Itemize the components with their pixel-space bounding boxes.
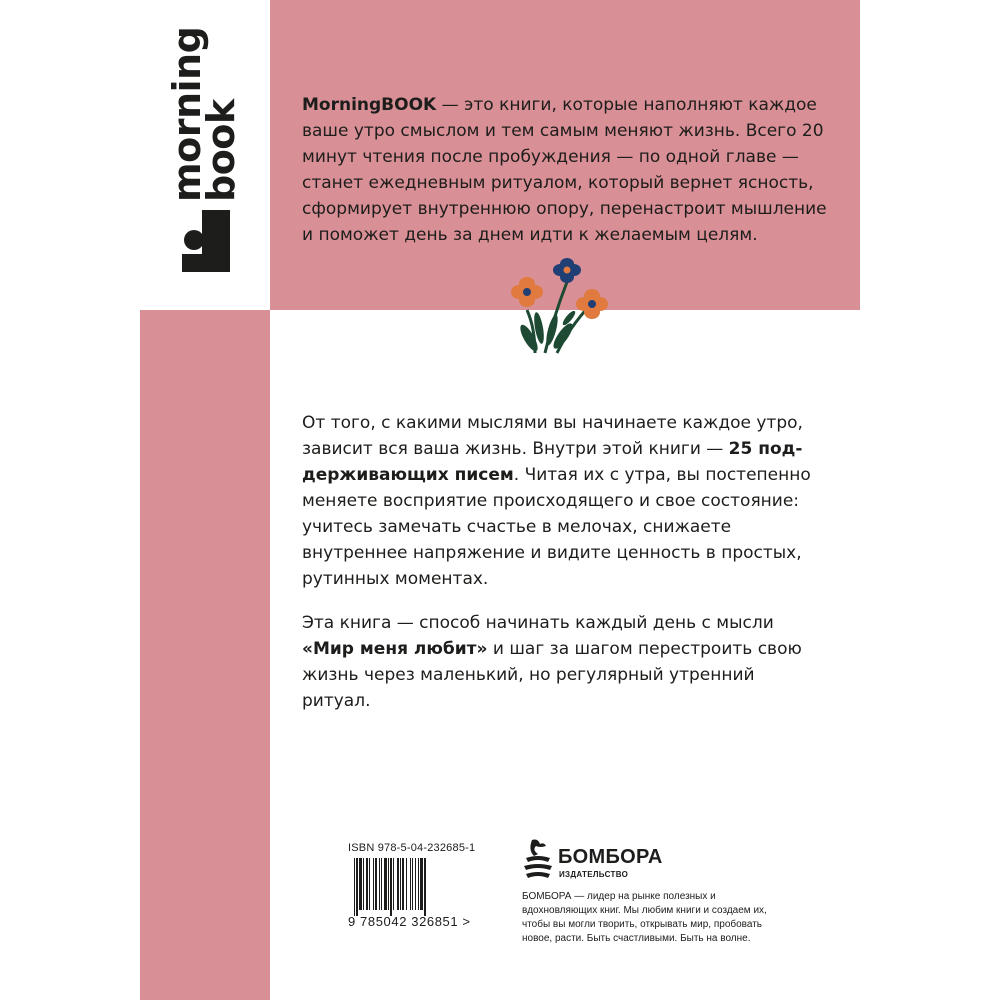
p2-text-a: Эта книга — способ начинать каждый день с мысли	[302, 613, 774, 633]
isbn-label: ISBN 978-5-04-232685-1	[348, 842, 476, 854]
bombora-logo-icon	[522, 838, 554, 882]
p1-text-a: От того, с какими мыслями вы начинаете каждое утро, зависит вся ваша жизнь. Внутри этой книги —	[302, 413, 803, 459]
logo-word-book: book	[199, 99, 243, 202]
p2-text-b: и шаг за шагом перестроить свою жизнь через маленький, но регулярный утренний ритуал.	[302, 639, 802, 711]
publisher-name: БОМБОРА	[558, 846, 663, 868]
publisher-description: БОМБОРА — лидер на рынке полезных и вдохновляющих книг. Мы любим книги и создаем их, чтобы вы могли творить, открывать мир, пробовать новое, расти. Быть счастливыми. Быть на волне.	[522, 891, 767, 944]
intro-brand: MorningBOOK	[302, 95, 437, 115]
p1-text-b: . Читая их с утра, вы постепенно меняете восприятие происходящего и свое состояние: учитесь замечать счастье в мелочах, снижаете внутреннее напряжение и видите ценность в простых, рутинных моментах.	[302, 465, 811, 589]
flowers-icon	[505, 258, 620, 358]
morningbook-logo	[165, 26, 243, 280]
publisher-subtitle: ИЗДАТЕЛЬСТВО	[559, 870, 629, 879]
p2-bold: «Мир меня любит»	[302, 639, 488, 659]
body-paragraph-2	[302, 610, 822, 714]
intro-text	[302, 92, 842, 248]
barcode-digits: 9 785042 326851 >	[348, 914, 471, 929]
body-paragraph-1	[302, 410, 822, 592]
p1-bold: 25 поддерживающих писем	[302, 439, 803, 485]
logo-wordmark	[165, 26, 243, 202]
intro-body: — это книги, которые наполняют каждое ваше утро смыслом и тем самым меняют жизнь. Всего 20 минут чтения после пробуждения — по одной главе — станет ежедневным ритуалом, который вернет ясность, сформирует внутреннюю опору, перенастроит мышление и поможет день за днем идти к желаемым целям.	[302, 95, 827, 245]
barcode-icon	[348, 858, 483, 916]
isbn-barcode-block	[348, 842, 483, 929]
pink-band-left	[140, 310, 270, 1000]
logo-word-morning: morning	[165, 26, 209, 202]
morningbook-mark-icon	[182, 210, 230, 272]
